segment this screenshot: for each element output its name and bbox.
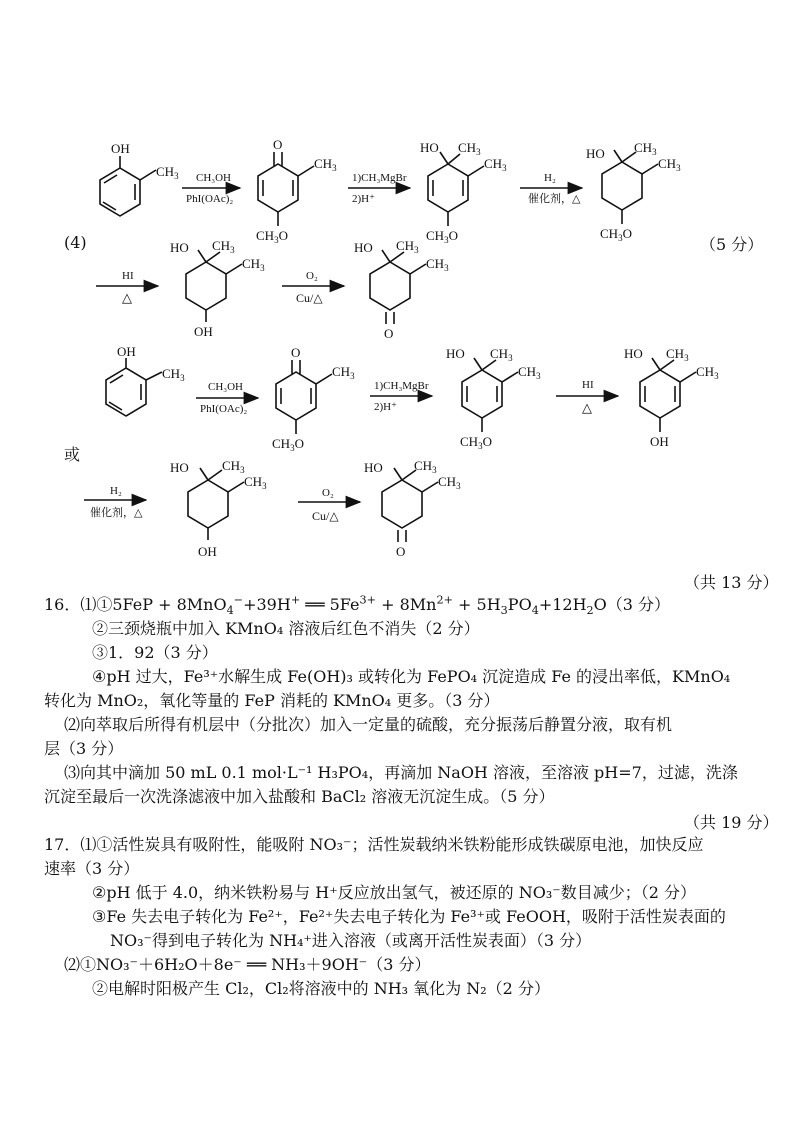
diene-diol-structure bbox=[640, 358, 696, 432]
atom-label: $CH_3$ bbox=[696, 364, 719, 381]
atom-label: $CH_3O$ bbox=[600, 226, 632, 243]
q16-line-6: ⑵向萃取后所得有机层中（分批次）加入一定量的硫酸，充分振荡后静置分液，取有机 bbox=[64, 715, 673, 734]
atom-label: OH bbox=[198, 544, 217, 559]
o-cresol-structure bbox=[100, 156, 156, 216]
cyclohexanediol-structure-2 bbox=[188, 468, 244, 540]
reagent-label: 催化剂，△ bbox=[90, 507, 143, 519]
reagent-label: HI bbox=[582, 379, 594, 391]
reagent-label: HI bbox=[122, 270, 134, 282]
part-4-score: （5 分） bbox=[700, 235, 764, 254]
reagent-label: △ bbox=[582, 400, 592, 415]
alternative-route-label: 或 bbox=[64, 445, 81, 464]
atom-label: $CH_3O$ bbox=[256, 228, 288, 245]
atom-label: $CH_3O$ bbox=[460, 434, 492, 451]
atom-label: $CH_3$ bbox=[490, 346, 513, 363]
q16-line-2: ②三颈烧瓶中加入 KMnO₄ 溶液后红色不消失（2 分） bbox=[92, 619, 480, 638]
q16-number: 16． bbox=[44, 595, 81, 614]
reagent-label: 2)H⁺ bbox=[352, 193, 375, 205]
o-cresol-structure-2 bbox=[106, 358, 162, 416]
cyclohexanone-structure bbox=[370, 250, 426, 324]
atom-label: $CH_3$ bbox=[426, 256, 449, 273]
atom-label: $CH_3O$ bbox=[426, 228, 458, 245]
atom-label: O bbox=[291, 345, 301, 360]
q17-line-7: ②电解时阳极产生 Cl₂，Cl₂将溶液中的 NH₃ 氧化为 N₂（2 分） bbox=[92, 979, 550, 998]
atom-label: OH bbox=[117, 344, 136, 359]
atom-label: $CH_3$ bbox=[242, 256, 265, 273]
atom-label: $CH_3$ bbox=[438, 474, 461, 491]
reagent-label: △ bbox=[122, 290, 132, 305]
atom-label: $CH_3$ bbox=[212, 238, 235, 255]
q17-line-4: ③Fe 失去电子转化为 Fe²⁺，Fe²⁺失去电子转化为 Fe³⁺或 FeOOH，吸附于活性炭表面的 bbox=[92, 907, 726, 926]
reagent-label: 1)CH₃MgBr bbox=[374, 380, 429, 392]
atom-label: $CH_3$ bbox=[162, 366, 185, 383]
cyclohexane-methoxy-structure bbox=[602, 150, 658, 224]
reagent-label: H₂ bbox=[110, 485, 122, 497]
q17-number: 17． bbox=[44, 835, 81, 854]
atom-label: O bbox=[396, 544, 406, 559]
q15-total-score: （共 13 分） bbox=[684, 573, 779, 592]
atom-label: $CH_3$ bbox=[396, 238, 419, 255]
reagent-label: PhI(OAc)₂ bbox=[200, 403, 248, 415]
q17-line-5: NO₃⁻得到电子转化为 NH₄⁺进入溶液（或离开活性炭表面）（3 分） bbox=[110, 931, 592, 950]
atom-label: $CH_3O$ bbox=[272, 436, 304, 453]
reagent-label: O₂ bbox=[322, 487, 334, 499]
part-4-label: (4) bbox=[64, 233, 87, 252]
reagent-label: CH₃OH bbox=[196, 172, 232, 184]
q16-line-7: 层（3 分） bbox=[44, 739, 124, 758]
reagent-label: Cu/△ bbox=[296, 291, 323, 305]
reagent-label: PhI(OAc)₂ bbox=[186, 193, 234, 205]
q17-line-6: ⑵①NO₃⁻＋6H₂O＋8e⁻ ══ NH₃＋9OH⁻（3 分） bbox=[64, 955, 431, 974]
reagent-label: 2)H⁺ bbox=[374, 401, 397, 413]
cyclohexanone-structure-2 bbox=[382, 468, 438, 542]
atom-label: HO bbox=[354, 240, 373, 255]
atom-label: $CH_3$ bbox=[666, 346, 689, 363]
atom-label: HO bbox=[586, 146, 605, 161]
q16-line-9: 沉淀至最后一次洗涤滤液中加入盐酸和 BaCl₂ 溶液无沉淀生成。（5 分） bbox=[44, 787, 555, 806]
q17-line-2: 速率（3 分） bbox=[44, 859, 140, 878]
atom-label: $CH_3$ bbox=[314, 156, 337, 173]
atom-label: HO bbox=[446, 346, 465, 361]
reagent-label: 1)CH₃MgBr bbox=[352, 172, 407, 184]
atom-label: $CH_3$ bbox=[222, 458, 245, 475]
atom-label: $CH_3$ bbox=[458, 140, 481, 157]
atom-label: $CH_3$ bbox=[634, 140, 657, 157]
q16-line-1: 16．⑴①5FeP + 8MnO$_4$−+39H+ ══ $5Fe^{3+} + 8Mn^{2+} + 5H_3PO_4+12H_2O(3$ 分） bbox=[44, 593, 671, 618]
atom-label: $CH_3$ bbox=[244, 474, 267, 491]
atom-label: O bbox=[273, 137, 283, 152]
q16-line-8: ⑶向其中滴加 50 mL 0.1 mol·L⁻¹ H₃PO₄，再滴加 NaOH 溶液，至溶液 pH=7，过滤，洗涤 bbox=[64, 763, 738, 782]
atom-label: $CH_3$ bbox=[156, 164, 179, 181]
reagent-label: CH₃OH bbox=[208, 381, 244, 393]
q17-line-1: 17．⑴①活性炭具有吸附性，能吸附 NO₃⁻；活性炭载纳米铁粉能形成铁碳原电池，加快反应 bbox=[44, 835, 704, 854]
atom-label: HO bbox=[420, 140, 439, 155]
q16-line-4: ④pH 过大，Fe³⁺水解生成 Fe(OH)₃ 或转化为 FePO₄ 沉淀造成 Fe 的浸出率低，KMnO₄ bbox=[92, 667, 731, 686]
atom-label: O bbox=[384, 326, 394, 341]
reagent-label: O₂ bbox=[306, 270, 318, 282]
cyclohexanediol-structure bbox=[186, 250, 242, 322]
dienone-structure bbox=[258, 152, 314, 226]
q16-line-5: 转化为 MnO₂，氧化等量的 FeP 消耗的 KMnO₄ 更多。（3 分） bbox=[44, 691, 500, 710]
atom-label: HO bbox=[170, 460, 189, 475]
atom-label: OH bbox=[194, 324, 213, 339]
atom-label: $CH_3$ bbox=[658, 156, 681, 173]
q16-total-score: （共 19 分） bbox=[684, 813, 779, 832]
reagent-label: H₂ bbox=[544, 172, 556, 184]
atom-label: HO bbox=[170, 240, 189, 255]
atom-label: $CH_3$ bbox=[414, 458, 437, 475]
atom-label: $CH_3$ bbox=[518, 364, 541, 381]
atom-label: HO bbox=[364, 460, 383, 475]
reagent-label: Cu/△ bbox=[312, 509, 339, 523]
atom-label: $CH_3$ bbox=[332, 364, 355, 381]
dienone-structure-2 bbox=[276, 360, 332, 434]
atom-label: $CH_3$ bbox=[484, 156, 507, 173]
diene-alcohol-structure-2 bbox=[462, 358, 518, 432]
q16-line-3: ③1．92（3 分） bbox=[92, 643, 218, 662]
diene-alcohol-structure bbox=[428, 152, 484, 226]
atom-label: HO bbox=[624, 346, 643, 361]
atom-label: OH bbox=[111, 141, 130, 156]
q17-line-3: ②pH 低于 4.0，纳米铁粉易与 H⁺反应放出氢气，被还原的 NO₃⁻数目减少；（2 分） bbox=[92, 883, 696, 902]
reagent-label: 催化剂，△ bbox=[528, 193, 581, 205]
atom-label: OH bbox=[650, 434, 669, 449]
